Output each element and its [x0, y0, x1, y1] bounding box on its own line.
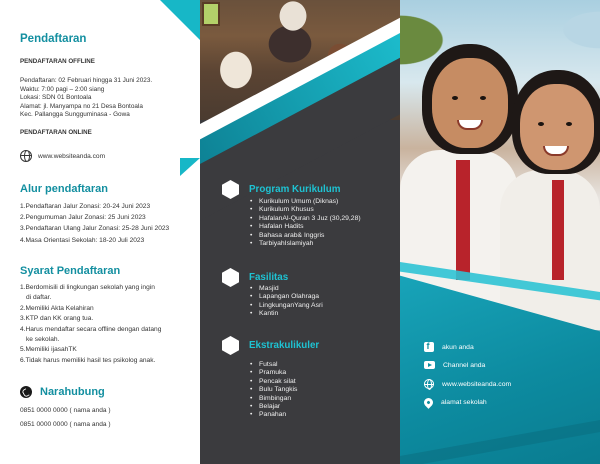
program-list	[250, 198, 361, 248]
globe-icon	[424, 379, 434, 389]
facebook-icon	[424, 342, 434, 352]
online-title: PENDAFTARAN ONLINE	[20, 129, 92, 136]
contact-label[interactable]: www.websiteanda.com	[442, 380, 512, 388]
hexagon-icon	[222, 336, 239, 355]
list-item: • Lapangan Olahraga	[250, 293, 323, 301]
list-item: 2.Pengumuman Jalur Zonasi: 25 Juni 2023	[20, 214, 146, 222]
contact-label[interactable]: alamat sekolah	[441, 399, 487, 406]
fasilitas-title: Fasilitas	[249, 272, 289, 283]
contact-label[interactable]: akun anda	[442, 343, 474, 351]
website-row[interactable]	[20, 150, 105, 162]
list-item: • Belajar	[250, 403, 297, 411]
whatsapp-icon	[20, 386, 32, 398]
pendaftaran-title: Pendaftaran	[20, 33, 87, 45]
list-item: di daftar.	[26, 294, 52, 302]
program-title: Program Kurikulum	[249, 184, 341, 195]
student-face	[520, 84, 594, 170]
list-item: • Panahan	[250, 411, 297, 419]
ekstra-header	[222, 336, 319, 355]
list-item: 3.Pendaftaran Ulang Jalur Zonasi: 25-28 Juni 2023	[20, 225, 170, 233]
website-contact[interactable]	[424, 379, 511, 389]
location-pin-icon	[422, 396, 435, 409]
youtube-icon	[424, 361, 435, 369]
list-item: 3.KTP dan KK orang tua.	[20, 315, 94, 323]
address-contact[interactable]	[424, 398, 487, 407]
narahubung-title: Narahubung	[40, 386, 105, 398]
list-item: 4.Masa Orientasi Sekolah: 18-20 Juli 2023	[20, 236, 145, 244]
student-face	[432, 58, 508, 148]
website-link[interactable]: www.websiteanda.com	[38, 152, 106, 160]
right-panel	[400, 0, 600, 464]
offline-line: Lokasi: SDN 01 Bontoala	[20, 94, 92, 102]
phone-number[interactable]: 0851 0000 0000 ( nama anda )	[20, 421, 111, 428]
list-item: • HafalanAl-Quran 3 Juz (30,29,28)	[250, 215, 361, 223]
list-item: • TarbiyahIslamiyah	[250, 240, 361, 248]
hexagon-icon	[222, 268, 239, 287]
list-item: ke sekolah.	[26, 336, 60, 344]
student-tie	[456, 160, 470, 280]
syarat-title: Syarat Pendaftaran	[20, 265, 121, 277]
list-item: • Bimbingan	[250, 395, 297, 403]
list-item: • Kurikulum Khusus	[250, 206, 361, 214]
ekstra-list	[250, 361, 297, 420]
eye	[452, 96, 458, 100]
eye	[480, 96, 486, 100]
eye	[538, 122, 544, 126]
youtube-contact[interactable]	[424, 361, 485, 369]
phone-number[interactable]: 0851 0000 0000 ( nama anda )	[20, 407, 111, 414]
offline-title: PENDAFTARAN OFFLINE	[20, 58, 95, 65]
list-item: 5.Memiliki ijasahTK	[20, 346, 77, 354]
syarat-list	[20, 283, 192, 366]
list-item: 4.Harus mendaftar secara offline dengan datang	[20, 325, 162, 333]
list-item: • Kantin	[250, 310, 323, 318]
alur-title: Alur pendaftaran	[20, 183, 109, 195]
contact-label[interactable]: Channel anda	[443, 361, 486, 369]
ekstra-title: Ekstrakulikuler	[249, 340, 320, 351]
list-item: • Hafalan Hadits	[250, 223, 361, 231]
program-header	[222, 180, 340, 199]
list-item: • Kurikulum Umum (Diknas)	[250, 198, 361, 206]
list-item: 1.Pendaftaran Jalur Zonasi: 20-24 Juni 2023	[20, 203, 151, 210]
middle-panel	[200, 0, 400, 464]
eye	[566, 122, 572, 126]
offline-line: Kec. Pallangga Sungguminasa - Gowa	[20, 111, 130, 119]
student-shirt	[500, 170, 600, 330]
hexagon-icon	[222, 180, 239, 199]
teal-corner-decoration-mid	[180, 158, 200, 176]
list-item: • Bulu Tangkis	[250, 386, 297, 394]
alur-list	[20, 201, 169, 246]
list-item: • LingkunganYang Asri	[250, 302, 323, 310]
list-item: • Futsal	[250, 361, 297, 369]
list-item: 6.Tidak harus memiliki hasil tes psikolog anak.	[20, 356, 156, 364]
list-item: • Bahasa arab& Inggris	[250, 232, 361, 240]
narahubung-header	[20, 386, 105, 398]
classroom-window-detail	[202, 2, 220, 26]
fasilitas-list	[250, 285, 323, 319]
offline-line: Alamat: jl. Manyampa no 21 Desa Bontoala	[20, 102, 143, 110]
list-item: • Masjid	[250, 285, 323, 293]
list-item: • Pramuka	[250, 369, 297, 377]
globe-icon	[20, 150, 32, 162]
offline-line: Waktu: 7:00 pagi – 2:00 siang	[20, 85, 105, 93]
offline-line: Pendaftaran: 02 Februari hingga 31 Juni 2023.	[20, 77, 153, 84]
facebook-contact[interactable]	[424, 342, 474, 352]
teal-corner-decoration	[160, 0, 200, 42]
left-panel	[0, 0, 200, 464]
list-item: • Pencak silat	[250, 378, 297, 386]
list-item: 2.Memiliki Akta Kelahiran	[20, 304, 94, 312]
student-tie	[552, 180, 564, 280]
list-item: 1.Berdomisili di lingkungan sekolah yang ingin	[20, 284, 155, 291]
